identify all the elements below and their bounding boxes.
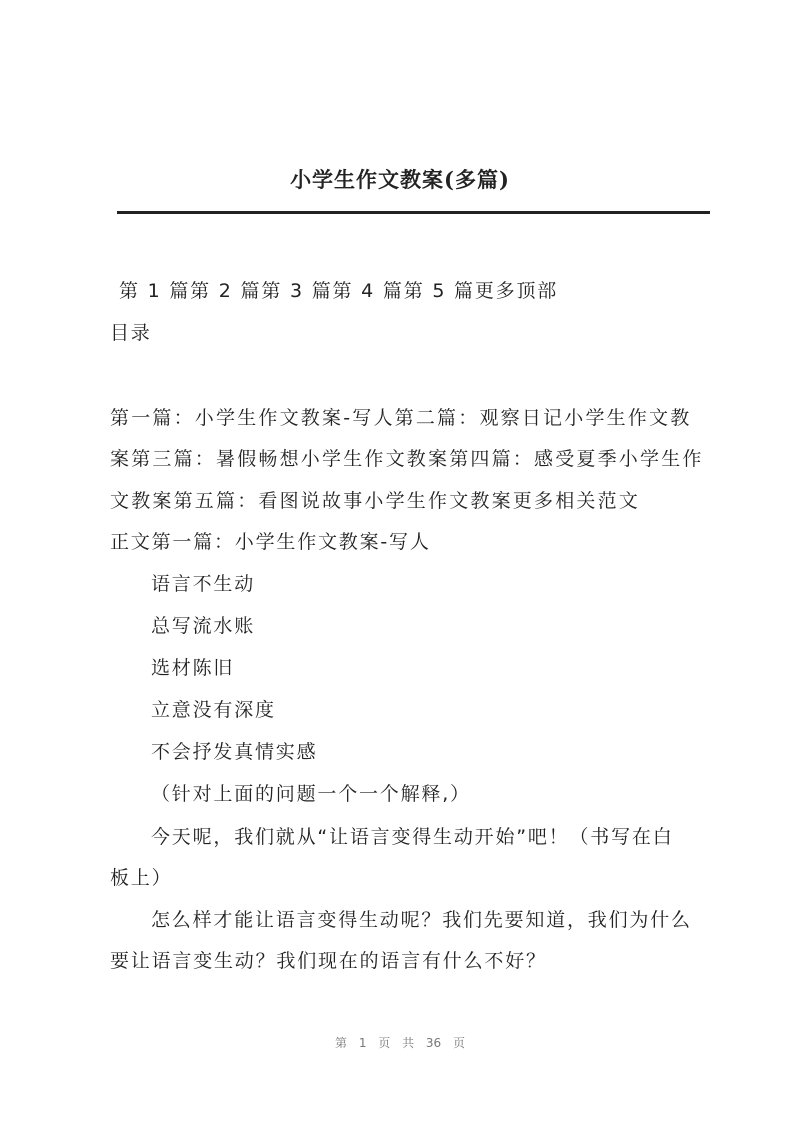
nav-link-part-2[interactable]: 第 2 篇 [190,280,262,302]
toc-heading: 目录 [110,322,152,344]
problem-item: 总写流水账 [151,615,256,637]
paragraph-2-line-2: 要让语言变生动？我们现在的语言有什么不好？ [110,950,547,972]
problem-item: 语言不生动 [151,573,256,595]
nav-link-part-3[interactable]: 第 3 篇 [261,280,333,302]
document-title: 小学生作文教案(多篇) [290,167,510,192]
problem-item: 不会抒发真情实感 [151,741,318,763]
paragraph-2-line-1: 怎么样才能让语言变得生动呢？我们先要知道，我们为什么 [151,909,692,931]
nav-link-top[interactable]: 顶部 [516,280,559,302]
title-divider [117,211,710,214]
problem-item: 立意没有深度 [151,699,276,721]
paragraph-1-line-1: 今天呢，我们就从“让语言变得生动开始”吧！（书写在白 [151,826,674,848]
toc-line-1: 第一篇：小学生作文教案-写人第二篇：观察日记小学生作文教 [110,407,692,429]
paragraph-1-line-2: 板上） [110,867,173,889]
page-number-footer: 第 1 页 共 36 页 [335,1036,465,1050]
section-nav [119,276,558,303]
toc-line-2: 案第三篇：暑假畅想小学生作文教案第四篇：感受夏季小学生作 [110,448,704,470]
explanation-note: （针对上面的问题一个一个解释,） [151,783,471,805]
nav-link-part-5[interactable]: 第 5 篇 [403,280,475,302]
toc-line-3: 文教案第五篇：看图说故事小学生作文教案更多相关范文 [110,490,641,512]
nav-link-part-1[interactable]: 第 1 篇 [119,280,191,302]
nav-link-more[interactable]: 更多 [474,280,517,302]
nav-link-part-4[interactable]: 第 4 篇 [332,280,404,302]
body-section-heading: 正文第一篇：小学生作文教案-写人 [110,531,431,553]
problem-item: 选材陈旧 [151,657,235,679]
